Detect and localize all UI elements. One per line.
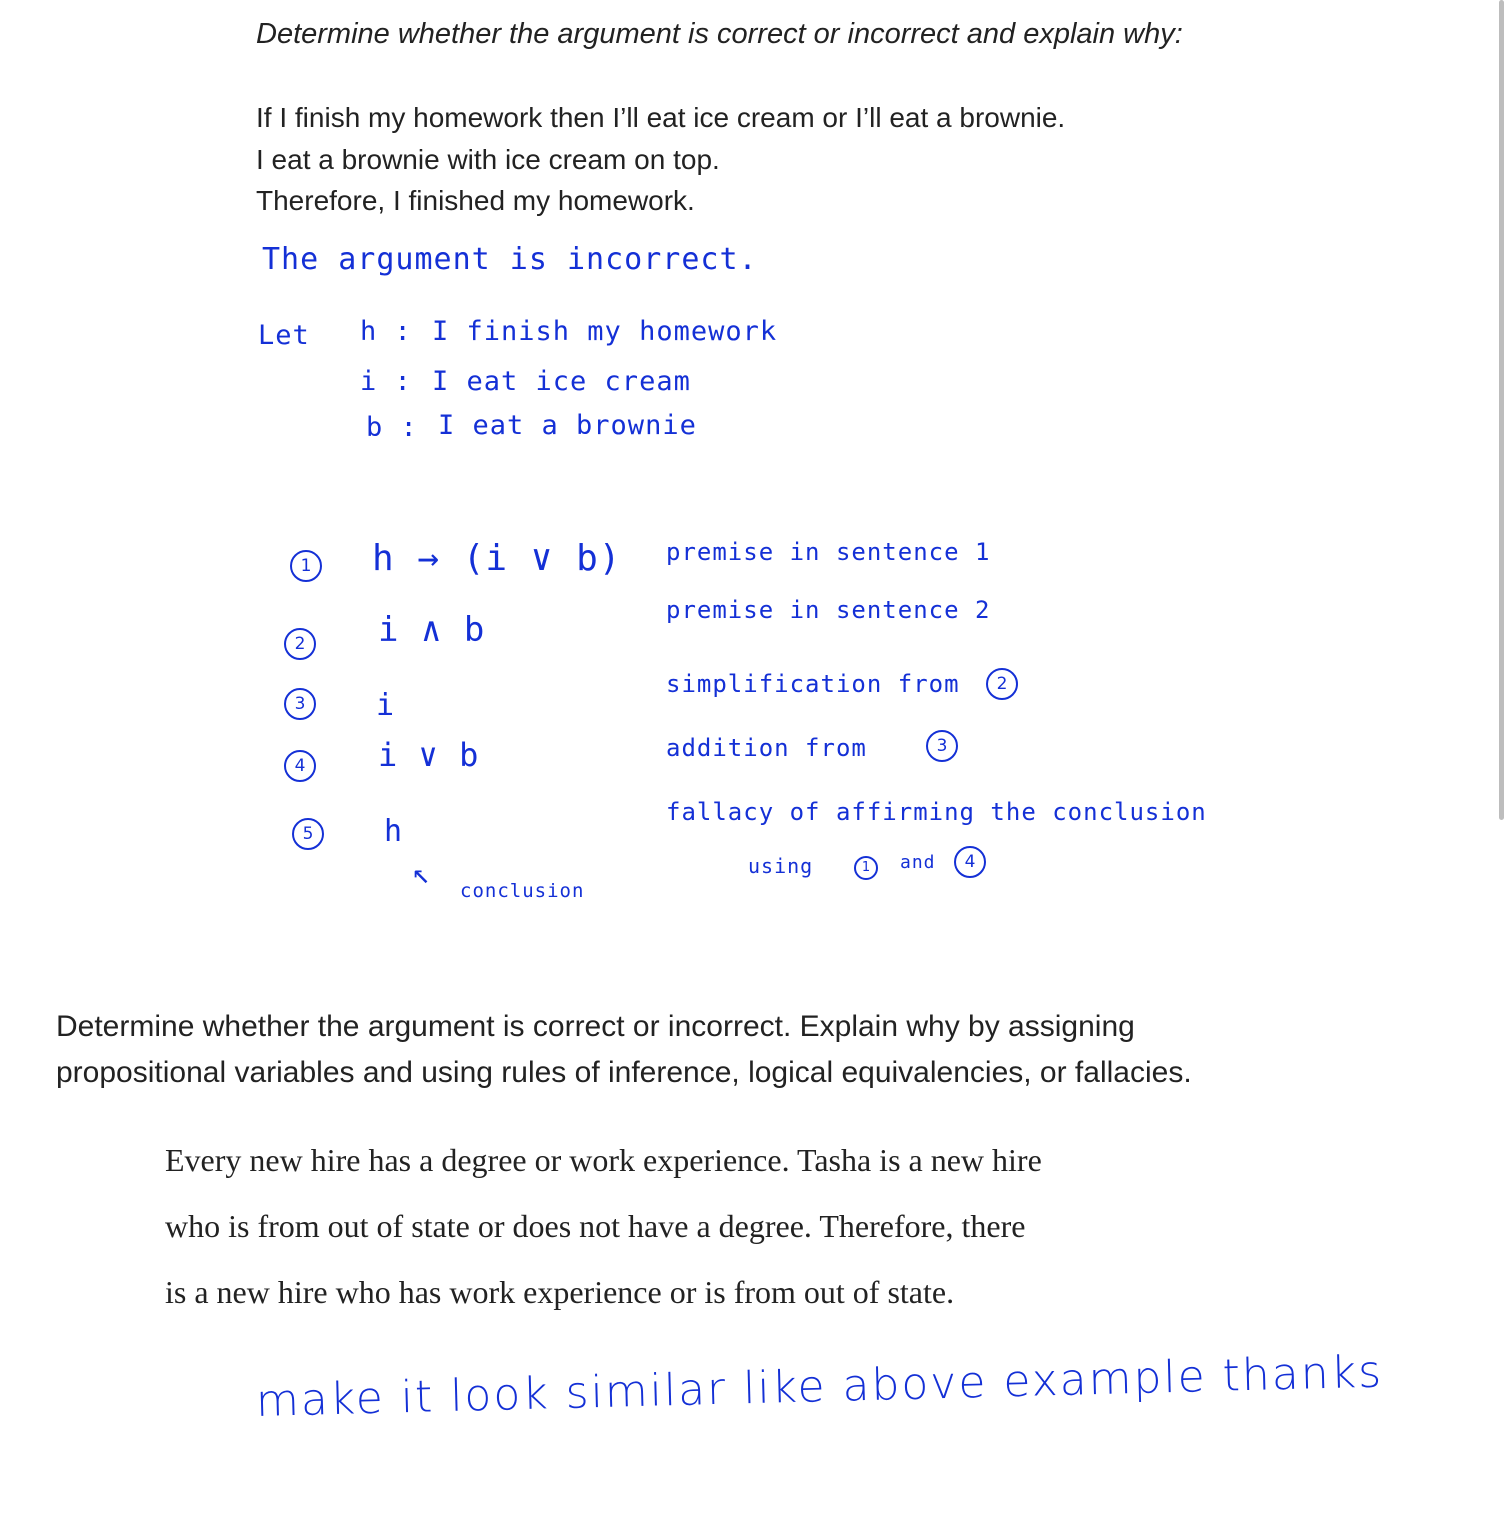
let-label: Let: [258, 320, 310, 351]
step-4-expression: i ∨ b: [378, 736, 480, 774]
var-b-meaning: I eat a brownie: [438, 410, 697, 441]
argument-line-3: is a new hire who has work experience or is from out of state.: [165, 1274, 955, 1310]
step-1-number: 1: [290, 550, 322, 582]
step-2-expression: i ∧ b: [378, 610, 486, 650]
step-5-ref-2: 4: [954, 846, 986, 878]
var-b: b :: [366, 412, 418, 443]
step-1-reason: premise in sentence 1: [666, 538, 991, 566]
handwritten-request: make it look similar like above example thanks: [255, 1346, 1384, 1427]
var-i: i :: [360, 366, 412, 397]
verdict: The argument is incorrect.: [262, 242, 758, 277]
step-3-expression: i: [376, 688, 396, 723]
var-h-meaning: I finish my homework: [432, 316, 778, 347]
step-5-expression: h: [384, 814, 404, 849]
step-1-expression: h → (i ∨ b): [372, 538, 622, 579]
argument-line-1: Every new hire has a degree or work experience. Tasha is a new hire: [165, 1142, 1042, 1178]
step-5-ref-1: 1: [854, 856, 878, 880]
step-4-reason: addition from: [666, 734, 867, 762]
step-4-number: 4: [284, 750, 316, 782]
step-3-reason: simplification from: [666, 670, 960, 698]
step-2-reason: premise in sentence 2: [666, 596, 991, 624]
step-3-number: 3: [284, 688, 316, 720]
step-3-ref: 2: [986, 668, 1018, 700]
argument-line-2: who is from out of state or does not have a degree. Therefore, there: [165, 1208, 1026, 1244]
step-2-number: 2: [284, 628, 316, 660]
step-5-and: and: [900, 852, 936, 873]
task-instruction-line-2: propositional variables and using rules of inference, logical equivalencies, or fallacies.: [56, 1056, 1192, 1089]
premise-line-2: I eat a brownie with ice cream on top.: [256, 144, 720, 175]
conclusion-label: conclusion: [460, 880, 585, 902]
conclusion-arrow: ↖: [412, 856, 432, 891]
step-5-using: using: [748, 854, 814, 878]
example-heading: Determine whether the argument is correct or incorrect and explain why:: [256, 18, 1183, 50]
premise-line-1: If I finish my homework then I’ll eat ice cream or I’ll eat a brownie.: [256, 102, 1066, 133]
task-instruction-line-1: Determine whether the argument is correct or incorrect. Explain why by assigning: [56, 1010, 1135, 1043]
var-h: h :: [360, 316, 412, 347]
step-4-ref: 3: [926, 730, 958, 762]
var-i-meaning: I eat ice cream: [432, 366, 691, 397]
step-5-number: 5: [292, 818, 324, 850]
premise-line-3: Therefore, I finished my homework.: [256, 185, 695, 216]
step-5-reason: fallacy of affirming the conclusion: [666, 798, 1207, 826]
scrollbar[interactable]: [1499, 0, 1504, 820]
